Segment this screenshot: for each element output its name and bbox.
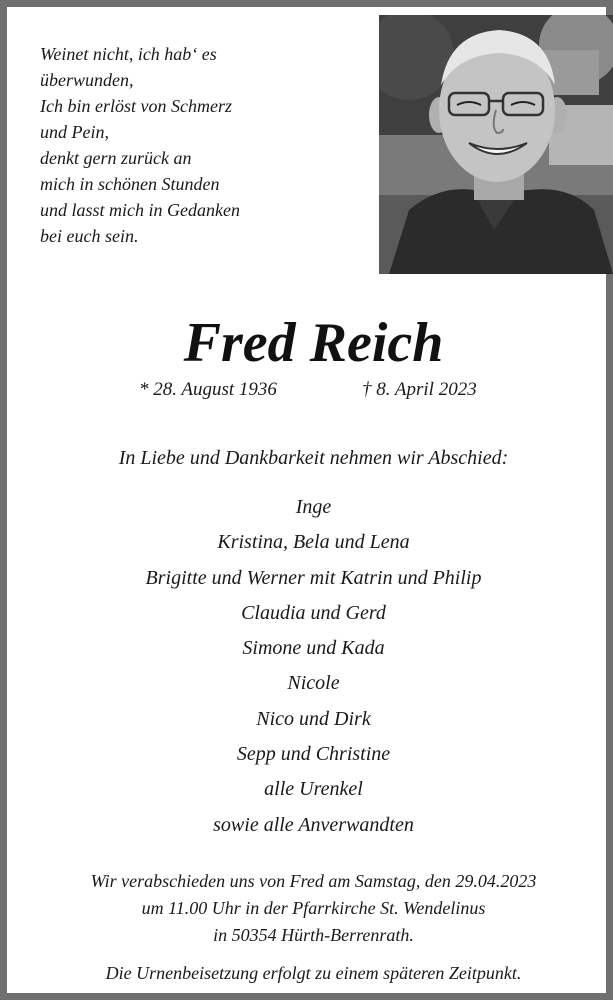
service-line: in 50354 Hürth-Berrenrath. bbox=[213, 925, 414, 945]
family-member: Nicole bbox=[287, 672, 340, 695]
deceased-name: Fred Reich bbox=[183, 312, 444, 374]
service-line: um 11.00 Uhr in der Pfarrkirche St. Wendelinus bbox=[141, 898, 486, 918]
family-member: sowie alle Anverwandten bbox=[213, 813, 414, 836]
poem-line: Weinet nicht, ich hab‘ es bbox=[40, 44, 217, 64]
birth-date: * 28. August 1936 bbox=[139, 379, 277, 400]
family-member: Nico und Dirk bbox=[256, 707, 371, 730]
farewell-intro: In Liebe und Dankbarkeit nehmen wir Abschied: bbox=[118, 447, 509, 469]
family-member: alle Urenkel bbox=[264, 778, 363, 801]
family-member: Kristina, Bela und Lena bbox=[217, 531, 410, 554]
urn-burial-note: Die Urnenbeisetzung erfolgt zu einem späteren Zeitpunkt. bbox=[105, 963, 522, 983]
poem-line: überwunden, bbox=[40, 70, 134, 90]
poem-line: bei euch sein. bbox=[40, 226, 139, 246]
poem-line: mich in schönen Stunden bbox=[40, 174, 220, 194]
family-list bbox=[7, 492, 613, 845]
portrait-photo bbox=[379, 15, 613, 274]
poem-line: denkt gern zurück an bbox=[40, 148, 192, 168]
death-date: † 8. April 2023 bbox=[362, 379, 477, 400]
family-member: Claudia und Gerd bbox=[241, 601, 386, 624]
poem-line: und Pein, bbox=[40, 122, 109, 142]
family-member: Inge bbox=[295, 496, 332, 518]
poem-line: Ich bin erlöst von Schmerz bbox=[40, 96, 232, 116]
family-member: Sepp und Christine bbox=[236, 743, 391, 766]
family-member: Simone und Kada bbox=[242, 637, 385, 660]
poem-line: und lasst mich in Gedanken bbox=[40, 200, 240, 220]
service-line: Wir verabschieden uns von Fred am Samstag, den 29.04.2023 bbox=[90, 871, 537, 891]
service-info bbox=[7, 868, 613, 949]
portrait-illustration bbox=[379, 15, 613, 274]
poem bbox=[40, 41, 360, 249]
family-member: Brigitte und Werner mit Katrin und Philip bbox=[145, 566, 482, 589]
